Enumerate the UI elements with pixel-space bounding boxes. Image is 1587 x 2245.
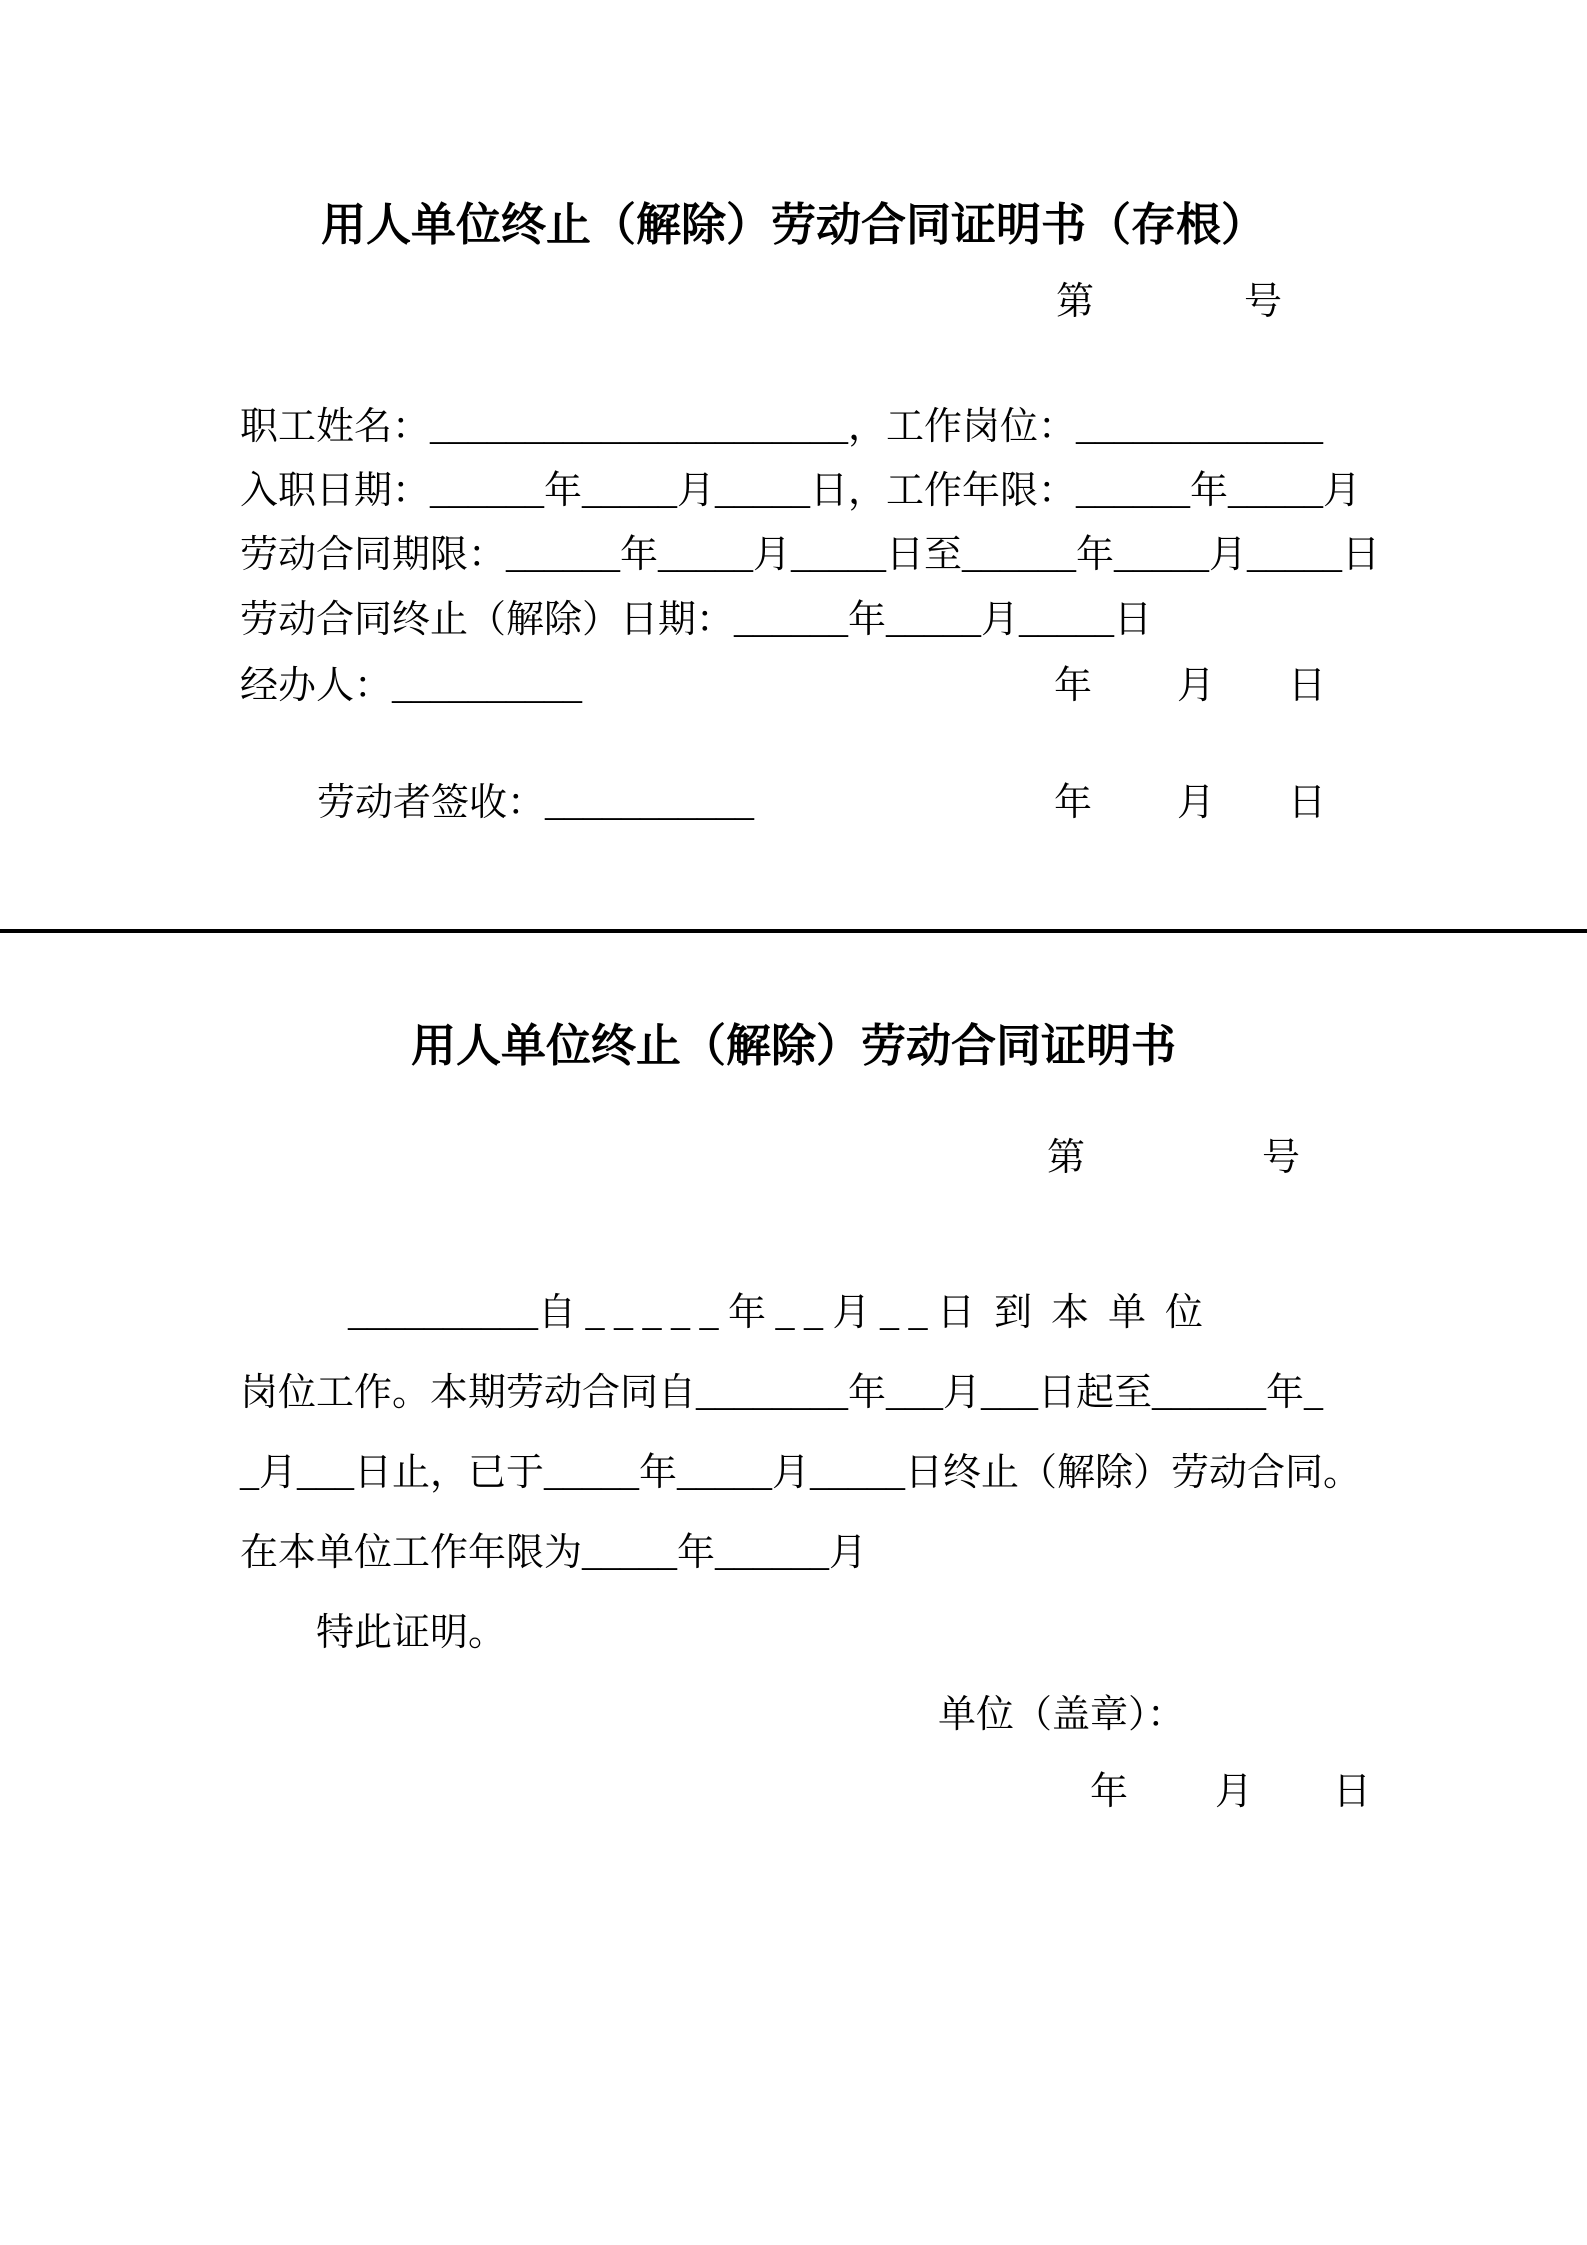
certificate-date-day: 日 <box>1333 1771 1372 1813</box>
stub-line-worker-sign: 劳动者签收：___________ <box>317 782 755 824</box>
stub-line-termination-date: 劳动合同终止（解除）日期：______年_____月_____日 <box>240 599 1153 641</box>
stub-line-contract-term: 劳动合同期限：______年_____月_____日至______年_____月_____日 <box>240 534 1381 576</box>
stub-line-employee-name: 职工姓名：______________________，工作岗位：_____________ <box>240 406 1324 448</box>
section-divider <box>0 929 1587 933</box>
stub-handler-date-year: 年 <box>1054 665 1093 707</box>
stub-serial-prefix: 第 <box>1056 281 1095 323</box>
certificate-body-line-1: __________自 _ _ _ _ _ 年 _ _ 月 _ _ 日 到 本 单 位 <box>348 1292 1204 1334</box>
certificate-body-line-2: 岗位工作。本期劳动合同自________年___月___日起至______年_ <box>240 1372 1324 1414</box>
certificate-serial-suffix: 号 <box>1262 1137 1301 1179</box>
certificate-seal-label: 单位（盖章）： <box>938 1694 1186 1736</box>
certificate-date-year: 年 <box>1090 1771 1129 1813</box>
stub-line-handler: 经办人：__________ <box>240 665 583 707</box>
stub-sign-date-year: 年 <box>1054 782 1093 824</box>
stub-serial-suffix: 号 <box>1244 281 1283 323</box>
stub-handler-date-day: 日 <box>1288 665 1327 707</box>
certificate-serial-prefix: 第 <box>1047 1137 1086 1179</box>
stub-handler-date-month: 月 <box>1177 665 1216 707</box>
certificate-date-month: 月 <box>1215 1771 1254 1813</box>
certificate-body-line-3: _月___日止，已于_____年_____月_____日终止（解除）劳动合同。 <box>240 1452 1362 1494</box>
certificate-body-line-4: 在本单位工作年限为_____年______月 <box>240 1532 868 1574</box>
certificate-title: 用人单位终止（解除）劳动合同证明书 <box>410 1020 1176 1071</box>
stub-sign-date-month: 月 <box>1177 782 1216 824</box>
stub-title: 用人单位终止（解除）劳动合同证明书（存根） <box>320 199 1266 250</box>
certificate-closing: 特此证明。 <box>316 1612 507 1654</box>
stub-line-hire-date: 入职日期：______年_____月_____日，工作年限：______年_____月 <box>240 470 1362 512</box>
stub-sign-date-day: 日 <box>1288 782 1327 824</box>
